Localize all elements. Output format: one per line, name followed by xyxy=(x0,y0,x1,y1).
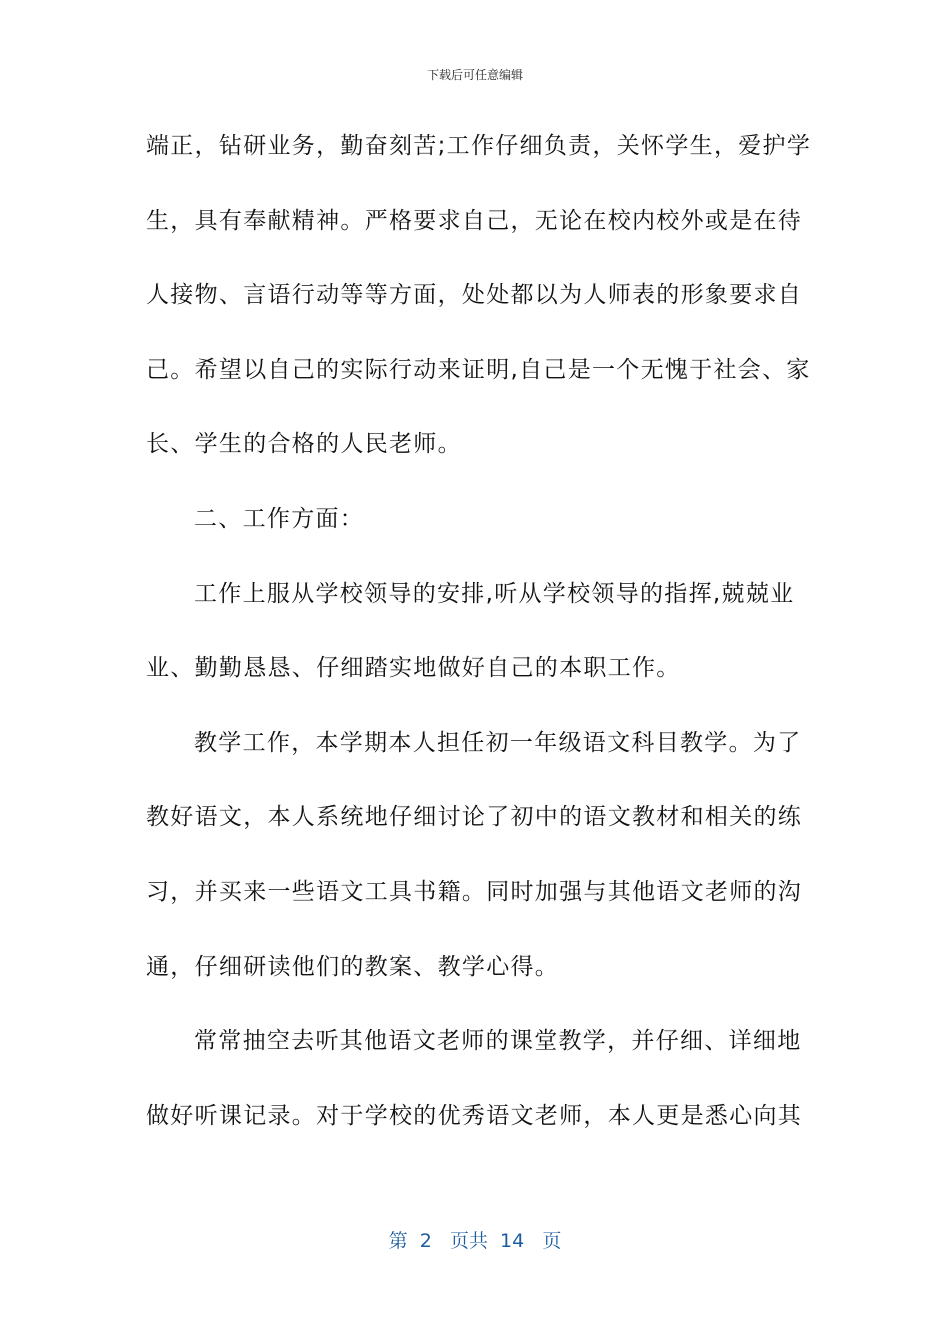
page-number-footer: 第 2 页共 14 页 xyxy=(388,1230,562,1252)
text-line: 通，仔细研读他们的教案、教学心得。 xyxy=(146,953,560,980)
text-line: 习，并买来一些语文工具书籍。同时加强与其他语文老师的沟 xyxy=(146,878,803,905)
section-heading: 二、工作方面： xyxy=(194,505,365,532)
text-line: 生，具有奉献精神。严格要求自己，无论在校内校外或是在待 xyxy=(146,207,803,234)
text-line: 业、勤勤恳恳、仔细踏实地做好自己的本职工作。 xyxy=(146,655,681,682)
text-line: 人接物、言语行动等等方面，处处都以为人师表的形象要求自 xyxy=(146,282,803,309)
paragraph-start-line: 教学工作，本学期本人担任初一年级语文科目教学。为了 xyxy=(194,729,802,756)
header-note: 下载后可任意编辑 xyxy=(426,68,523,82)
text-line: 长、学生的合格的人民老师。 xyxy=(146,431,462,458)
text-line: 己。希望以自己的实际行动来证明,自己是一个无愧于社会、家 xyxy=(146,356,811,383)
document-body xyxy=(146,126,826,1170)
text-line: 做好听课记录。对于学校的优秀语文老师，本人更是悉心向其 xyxy=(146,1102,803,1129)
text-line: 端正，钻研业务，勤奋刻苦;工作仔细负责，关怀学生，爱护学 xyxy=(146,133,812,159)
text-line: 教好语文，本人系统地仔细讨论了初中的语文教材和相关的练 xyxy=(146,804,803,831)
paragraph-start-line: 工作上服从学校领导的安排,听从学校领导的指挥,兢兢业 xyxy=(194,580,795,607)
paragraph-start-line: 常常抽空去听其他语文老师的课堂教学，并仔细、详细地 xyxy=(194,1028,802,1055)
